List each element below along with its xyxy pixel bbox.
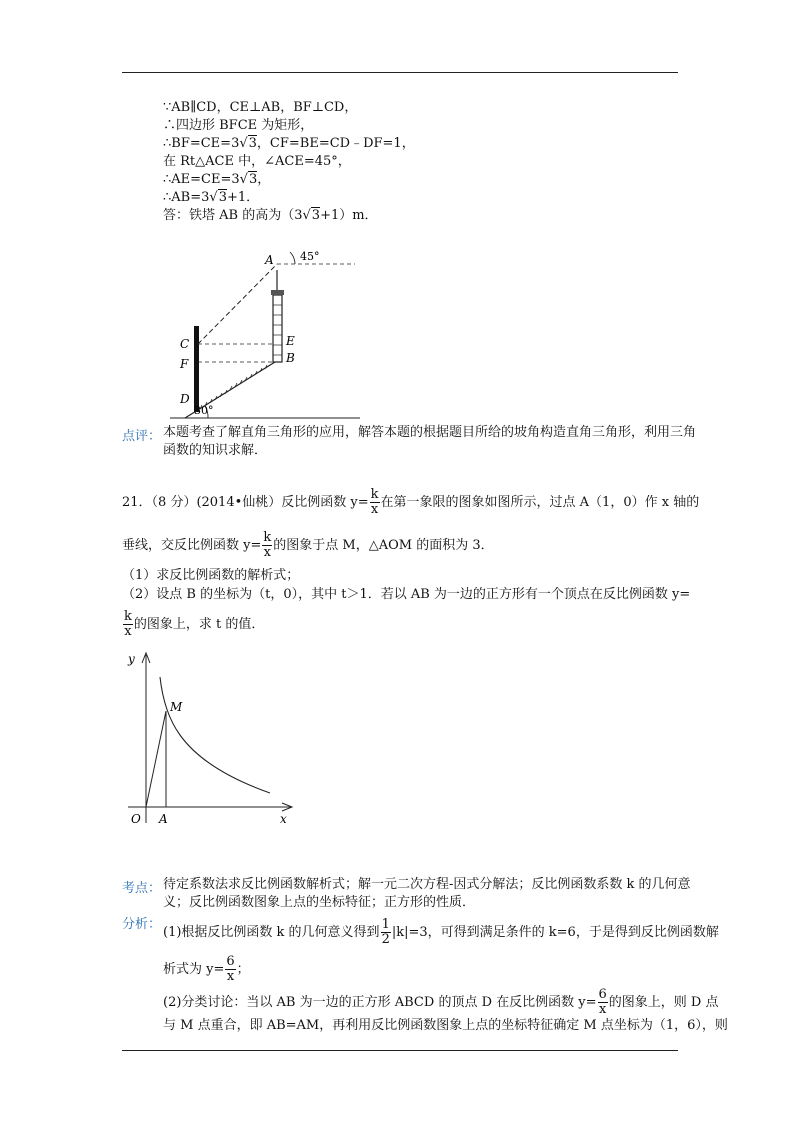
fenxi-label: 分析： [122, 917, 162, 932]
angle-label-45: 45° [300, 250, 320, 263]
label-E: E [286, 334, 295, 348]
angle-arc-45 [290, 252, 295, 264]
label-O: O [131, 812, 141, 826]
top-rule [122, 72, 678, 73]
solution-line-4: 在 Rt△ACE 中，∠ACE=45°， [163, 154, 351, 169]
pole-cd [194, 326, 199, 412]
comment-text-1: 本题考查了解直角三角形的应用，解答本题的根据题目所给的坡角构造直角三角形，利用三角 [163, 425, 697, 440]
label-F: F [180, 357, 189, 371]
kaodian-text-1: 待定系数法求反比例函数解析式；解一元二次方程-因式分解法；反比例函数系数 k 的几何意 [163, 877, 691, 892]
solution-line-1: ∵AB∥CD，CE⊥AB，BF⊥CD， [163, 100, 358, 115]
tower-figure [160, 240, 370, 425]
fenxi-a2: 析式为 y= $\frac{6}{x}$ ； [163, 954, 250, 984]
label-B: B [286, 351, 295, 365]
tower-cap [271, 290, 284, 295]
fenxi-a1: (1)根据反比例函数 k 的几何意义得到 $\frac{1}{2}$ |k|=3，可得到满足条件的 k=6，于是得到反比例函数解 [163, 917, 719, 947]
label-C: C [180, 337, 190, 351]
hyperbola-curve [160, 677, 270, 793]
solution-line-6: ∴AB=3√3+1． [163, 190, 260, 205]
solution-line-2: ∴四边形 BFCE 为矩形， [163, 118, 314, 133]
label-y: y [128, 652, 135, 666]
problem21-line-1: 21．（8 分）(2014•仙桃）反比例函数 y= $\frac{k}{x}$ 在第一象限的图象如图所示，过点 A（1，0）作 x 轴的 [122, 487, 700, 517]
solution-line-5: ∴AE=CE=3√3， [163, 172, 271, 187]
slope-hatch [200, 365, 267, 409]
kaodian-label: 考点： [122, 881, 162, 896]
label-D: D [180, 392, 190, 406]
solution-line-3: ∴BF=CE=3√3，CF=BE=CD﹣DF=1， [163, 136, 415, 151]
bottom-rule [122, 1050, 678, 1051]
solution-answer: 答：铁塔 AB 的高为（3√3+1）m． [163, 208, 378, 223]
problem21-q2: （2）设点 B 的坐标为（t，0），其中 t＞1．若以 AB 为一边的正方形有一个顶点在反比例函数 y= [122, 587, 691, 602]
comment-text-2: 函数的知识求解． [163, 443, 268, 458]
problem21-q1: （1）求反比例函数的解析式； [122, 568, 300, 583]
comment-label: 点评： [122, 429, 162, 444]
problem21-line-2: 垂线，交反比例函数 y= $\frac{k}{x}$ 的图象于点 M，△AOM 的面积为 3． [122, 530, 494, 560]
label-A: A [265, 253, 274, 267]
segment-om [146, 711, 166, 807]
tower-hatch [273, 305, 282, 355]
label-M: M [170, 700, 183, 714]
angle-label-30: 30° [194, 404, 214, 417]
fenxi-b1: (2)分类讨论：当以 AB 为一边的正方形 ABCD 的顶点 D 在反比例函数 y= $\frac{6}{x}$ 的图象上，则 D 点 [163, 987, 719, 1017]
sight-line-ca [198, 264, 277, 344]
kaodian-text-2: 义；反比例函数图象上点的坐标特征；正方形的性质． [163, 895, 476, 910]
label-A: A [159, 812, 168, 826]
hyperbola-figure [120, 645, 300, 830]
problem21-q2b: $\frac{k}{x}$ 的图象上，求 t 的值． [124, 609, 265, 639]
fenxi-b2: 与 M 点重合，即 AB=AM，再利用反比例函数图象上点的坐标特征确定 M 点坐标为（1，6），则 [163, 1018, 728, 1033]
label-x: x [280, 812, 287, 826]
